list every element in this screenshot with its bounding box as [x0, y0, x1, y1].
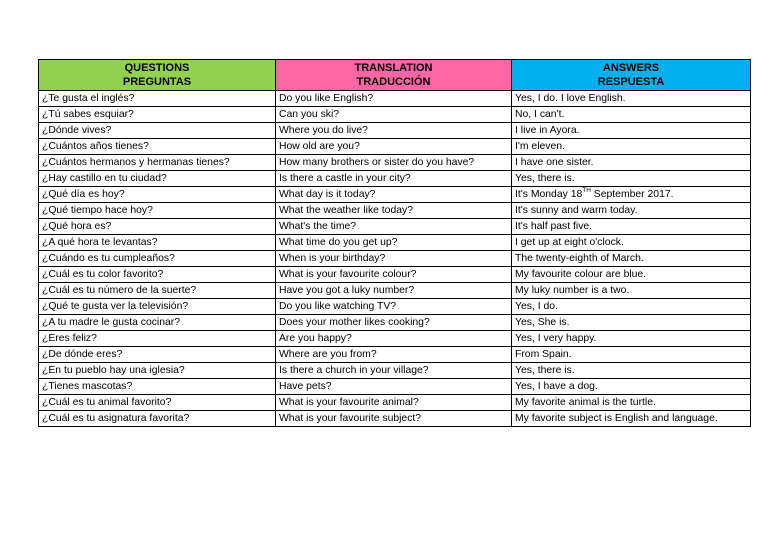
- answer-cell: [512, 315, 751, 331]
- translation-cell-text: Have pets?: [279, 381, 332, 392]
- question-cell-text: ¿Cuántos hermanos y hermanas tienes?: [42, 157, 230, 168]
- answer-cell: [512, 219, 751, 235]
- question-cell-text: ¿Cuál es tu asignatura favorita?: [42, 413, 190, 424]
- answer-cell: [512, 411, 751, 427]
- answer-cell-rest: September 2017.: [590, 189, 674, 200]
- translation-cell-text: Where are you from?: [279, 349, 377, 360]
- answer-cell: [512, 155, 751, 171]
- question-cell: [39, 379, 276, 395]
- answer-cell-text: Yes, there is.: [515, 173, 575, 184]
- question-cell-text: ¿Cuál es tu color favorito?: [42, 269, 164, 280]
- translation-cell: [276, 283, 512, 299]
- question-cell-text: ¿Qué día es hoy?: [42, 189, 125, 200]
- table-row: [39, 299, 751, 315]
- answer-cell: [512, 379, 751, 395]
- translation-cell: [276, 187, 512, 203]
- table-row: [39, 411, 751, 427]
- question-cell: [39, 235, 276, 251]
- question-cell: [39, 299, 276, 315]
- question-cell-text: ¿Eres feliz?: [42, 333, 97, 344]
- translation-cell-text: What time do you get up?: [279, 237, 398, 248]
- table-header: [39, 60, 751, 91]
- question-cell: [39, 347, 276, 363]
- table-row: [39, 283, 751, 299]
- question-cell-text: ¿Tú sabes esquiar?: [42, 109, 134, 120]
- translation-cell: [276, 251, 512, 267]
- answer-cell: [512, 251, 751, 267]
- translation-cell-text: What is your favourite animal?: [279, 397, 419, 408]
- question-cell: [39, 91, 276, 107]
- translation-cell: [276, 363, 512, 379]
- header-row: [39, 60, 751, 91]
- answer-cell: [512, 331, 751, 347]
- translation-cell: [276, 347, 512, 363]
- translation-cell-text: What's the time?: [279, 221, 357, 232]
- question-cell-text: ¿Te gusta el inglés?: [42, 93, 135, 104]
- translation-cell: [276, 267, 512, 283]
- answer-cell-text: My favorite animal is the turtle.: [515, 397, 656, 408]
- answer-cell-text: My favourite colour are blue.: [515, 269, 647, 280]
- translation-cell-text: Where you do live?: [279, 125, 368, 136]
- table-row: [39, 395, 751, 411]
- answer-cell-text: I have one sister.: [515, 157, 594, 168]
- translation-cell: [276, 203, 512, 219]
- table-row: [39, 219, 751, 235]
- table-row: [39, 203, 751, 219]
- answer-cell: [512, 139, 751, 155]
- answer-cell-text: I'm eleven.: [515, 141, 565, 152]
- question-cell: [39, 139, 276, 155]
- answer-cell: [512, 203, 751, 219]
- answer-cell-text: Yes, I do. I love English.: [515, 93, 626, 104]
- translation-cell: [276, 235, 512, 251]
- answer-cell-text: My favorite subject is English and language.: [515, 413, 718, 424]
- answer-cell-text: Yes, there is.: [515, 365, 575, 376]
- table-body: [39, 91, 751, 427]
- translation-cell-text: Have you got a luky number?: [279, 285, 415, 296]
- translation-cell-text: Can you ski?: [279, 109, 340, 120]
- question-cell-text: ¿Cuál es tu animal favorito?: [42, 397, 172, 408]
- translation-header-es: TRADUCCIÓN: [356, 76, 431, 88]
- answer-cell-text: It's half past five.: [515, 221, 593, 232]
- translation-cell-text: Does your mother likes cooking?: [279, 317, 430, 328]
- answer-cell-text: Yes, I have a dog.: [515, 381, 598, 392]
- answers-header-es: RESPUESTA: [597, 76, 665, 88]
- translation-cell: [276, 299, 512, 315]
- question-cell: [39, 283, 276, 299]
- translation-cell-text: Is there a castle in your city?: [279, 173, 411, 184]
- question-cell-text: ¿Dónde vives?: [42, 125, 112, 136]
- answers-header-en: ANSWERS: [602, 62, 660, 74]
- question-cell: [39, 315, 276, 331]
- table-row: [39, 235, 751, 251]
- question-cell-text: ¿Tienes mascotas?: [42, 381, 133, 392]
- translation-header: [276, 60, 512, 91]
- translation-cell: [276, 331, 512, 347]
- translation-cell: [276, 411, 512, 427]
- translation-cell-text: Is there a church in your village?: [279, 365, 429, 376]
- table-row: [39, 123, 751, 139]
- table-row: [39, 315, 751, 331]
- table-row: [39, 187, 751, 203]
- question-cell-text: ¿De dónde eres?: [42, 349, 123, 360]
- answer-cell-text: Yes, I do.: [515, 301, 558, 312]
- question-cell-text: ¿A qué hora te levantas?: [42, 237, 158, 248]
- translation-header-en: TRANSLATION: [354, 62, 433, 74]
- table-row: [39, 107, 751, 123]
- question-cell: [39, 171, 276, 187]
- answer-cell-text: I live in Ayora.: [515, 125, 580, 136]
- answer-cell: [512, 363, 751, 379]
- answer-cell: [512, 187, 751, 203]
- translation-cell-text: Are you happy?: [279, 333, 352, 344]
- answer-cell-text: From Spain.: [515, 349, 572, 360]
- answers-header: [512, 60, 751, 91]
- question-cell: [39, 107, 276, 123]
- translation-cell: [276, 379, 512, 395]
- answer-cell-text: My luky number is a two.: [515, 285, 630, 296]
- question-cell-text: ¿Qué te gusta ver la televisión?: [42, 301, 189, 312]
- answer-cell: [512, 395, 751, 411]
- answer-cell: [512, 235, 751, 251]
- answer-cell-text: Yes, She is.: [515, 317, 570, 328]
- question-cell: [39, 203, 276, 219]
- question-cell: [39, 411, 276, 427]
- question-cell: [39, 331, 276, 347]
- table-row: [39, 267, 751, 283]
- questions-table: [38, 59, 751, 427]
- table-row: [39, 139, 751, 155]
- question-cell: [39, 187, 276, 203]
- answer-cell-text: I get up at eight o'clock.: [515, 237, 624, 248]
- table-row: [39, 379, 751, 395]
- translation-cell-text: Do you like watching TV?: [279, 301, 397, 312]
- translation-cell: [276, 155, 512, 171]
- translation-cell-text: Do you like English?: [279, 93, 374, 104]
- translation-cell-text: What the weather like today?: [279, 205, 413, 216]
- answer-cell-text: It's Monday 18: [515, 189, 583, 200]
- answer-cell: [512, 347, 751, 363]
- translation-cell: [276, 315, 512, 331]
- question-cell-text: ¿Hay castillo en tu ciudad?: [42, 173, 167, 184]
- answer-cell: [512, 107, 751, 123]
- answer-cell: [512, 299, 751, 315]
- translation-cell: [276, 171, 512, 187]
- question-cell: [39, 155, 276, 171]
- question-cell: [39, 363, 276, 379]
- translation-cell: [276, 139, 512, 155]
- question-cell-text: ¿En tu pueblo hay una iglesia?: [42, 365, 185, 376]
- translation-cell-text: How old are you?: [279, 141, 360, 152]
- question-cell-text: ¿A tu madre le gusta cocinar?: [42, 317, 181, 328]
- question-cell: [39, 123, 276, 139]
- questions-header: [39, 60, 276, 91]
- question-cell-text: ¿Cuántos años tienes?: [42, 141, 149, 152]
- answer-cell: [512, 267, 751, 283]
- questions-header-es: PREGUNTAS: [122, 76, 192, 88]
- table-row: [39, 347, 751, 363]
- translation-cell-text: What day is it today?: [279, 189, 376, 200]
- answer-cell: [512, 91, 751, 107]
- translation-cell: [276, 219, 512, 235]
- table-row: [39, 91, 751, 107]
- translation-cell-text: How many brothers or sister do you have?: [279, 157, 475, 168]
- translation-cell: [276, 91, 512, 107]
- question-cell: [39, 219, 276, 235]
- table-row: [39, 171, 751, 187]
- ordinal-suffix: TH: [582, 187, 591, 194]
- table-row: [39, 331, 751, 347]
- question-cell: [39, 395, 276, 411]
- table-row: [39, 251, 751, 267]
- answer-cell: [512, 123, 751, 139]
- answer-cell: [512, 283, 751, 299]
- question-cell-text: ¿Cuál es tu número de la suerte?: [42, 285, 197, 296]
- question-cell-text: ¿Qué tiempo hace hoy?: [42, 205, 153, 216]
- answer-cell-text: The twenty-eighth of March.: [515, 253, 644, 264]
- answer-cell-text: Yes, I very happy.: [515, 333, 597, 344]
- translation-cell: [276, 107, 512, 123]
- answer-cell-text: It's sunny and warm today.: [515, 205, 638, 216]
- translation-cell-text: What is your favourite colour?: [279, 269, 417, 280]
- question-cell-text: ¿Cuándo es tu cumpleaños?: [42, 253, 175, 264]
- worksheet: [38, 59, 750, 427]
- translation-cell: [276, 395, 512, 411]
- questions-header-en: QUESTIONS: [124, 62, 190, 74]
- question-cell: [39, 251, 276, 267]
- answer-cell-text: No, I can't.: [515, 109, 565, 120]
- translation-cell: [276, 123, 512, 139]
- question-cell: [39, 267, 276, 283]
- translation-cell-text: What is your favourite subject?: [279, 413, 422, 424]
- question-cell-text: ¿Qué hora es?: [42, 221, 112, 232]
- answer-cell: [512, 171, 751, 187]
- table-row: [39, 155, 751, 171]
- translation-cell-text: When is your birthday?: [279, 253, 386, 264]
- table-row: [39, 363, 751, 379]
